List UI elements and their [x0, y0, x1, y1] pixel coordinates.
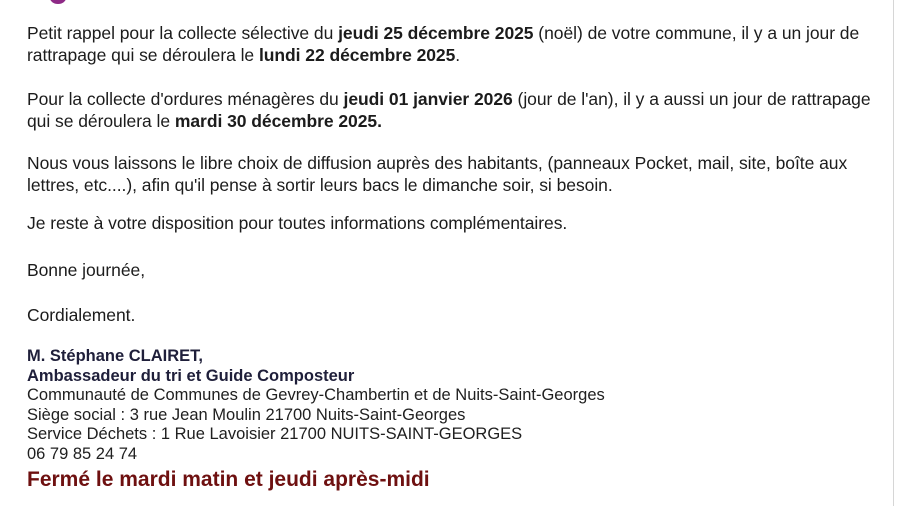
reminder-paragraph-household-waste: [27, 88, 887, 132]
signature-address: Siège social : 3 rue Jean Moulin 21700 Nuits-Saint-Georges: [27, 405, 466, 424]
greeting-line: Bonne journée,: [27, 260, 146, 280]
paragraph-text: (jour de l'an), il y a aussi un jour de rattrapage qui se déroulera le: [27, 89, 871, 131]
paragraph-text: (noël) de votre commune, il y a un jour de rattrapage qui se déroulera le: [27, 23, 860, 65]
paragraph-text: Pour la collecte d'ordures ménagères du: [27, 89, 344, 109]
window-edge-divider: [893, 0, 894, 506]
signature-name: M. Stéphane CLAIRET,: [27, 347, 204, 365]
distribution-paragraph: Nous vous laissons le libre choix de diffusion auprès des habitants, (panneaux Pocket, mail, site, boîte aux lettres, etc....), afin qu'il pense à sortir leurs bacs le dimanche soir, si besoin.: [27, 153, 848, 195]
office-hours-notice: Fermé le mardi matin et jeudi après-midi: [27, 468, 430, 491]
highlighted-date: mardi 30 décembre 2025.: [174, 111, 382, 131]
highlighted-date: jeudi 25 décembre 2025: [338, 23, 534, 43]
paragraph-text: .: [455, 45, 461, 65]
signature-phone-number: 06 79 85 24 74: [27, 444, 138, 463]
highlighted-date: jeudi 01 janvier 2026: [343, 89, 513, 109]
signature-role: Ambassadeur du tri et Guide Composteur: [27, 366, 355, 385]
paragraph-text: Petit rappel pour la collecte sélective du: [27, 23, 339, 43]
logo-fragment-icon: [50, 0, 66, 4]
sign-off-line: Cordialement.: [27, 305, 136, 325]
email-signature: [27, 347, 605, 493]
reminder-paragraph-selective-collection: [27, 22, 887, 66]
signature-service-address: Service Déchets : 1 Rue Lavoisier 21700 NUITS-SAINT-GEORGES: [27, 425, 523, 443]
signature-organization: Communauté de Communes de Gevrey-Chambertin et de Nuits-Saint-Georges: [27, 386, 605, 404]
availability-paragraph: Je reste à votre disposition pour toutes informations complémentaires.: [27, 213, 568, 233]
highlighted-date: lundi 22 décembre 2025: [258, 45, 456, 65]
